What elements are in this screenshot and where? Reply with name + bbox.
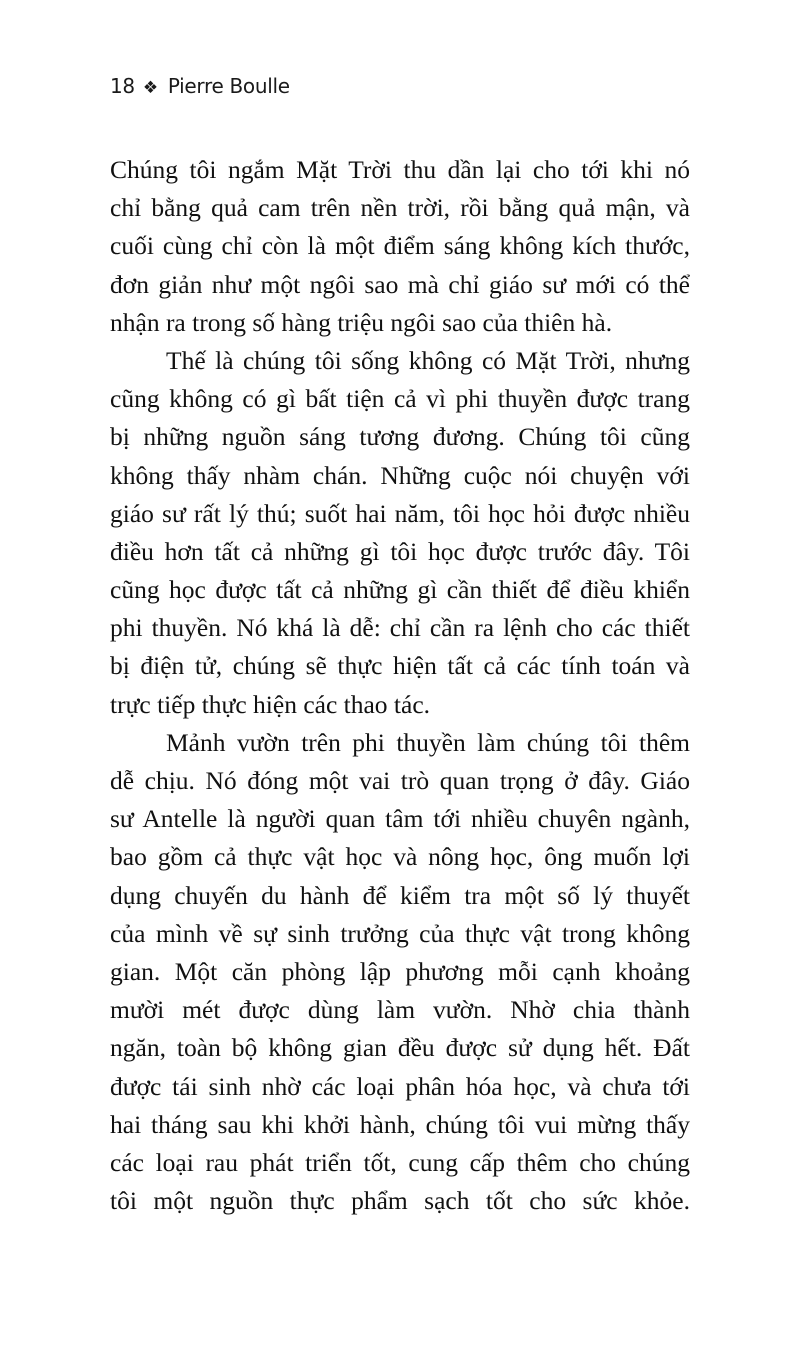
running-header <box>110 74 290 98</box>
text-line: sư Antelle là người quan tâm tới nhiều chuyên ngành, <box>110 804 690 834</box>
text-line: của mình về sự sinh trưởng của thực vật trong không <box>110 918 690 948</box>
text-line: điều hơn tất cả những gì tôi học được trước đây. Tôi <box>110 536 690 566</box>
text-line: hai tháng sau khi khởi hành, chúng tôi vui mừng thấy <box>110 1109 690 1139</box>
paragraph <box>110 151 690 342</box>
text-line: giáo sư rất lý thú; suốt hai năm, tôi học hỏi được nhiều <box>110 498 690 528</box>
text-line: gian. Một căn phòng lập phương mỗi cạnh khoảng <box>110 956 690 986</box>
text-line: dễ chịu. Nó đóng một vai trò quan trọng ở đây. Giáo <box>110 766 690 795</box>
text-line: Mảnh vườn trên phi thuyền làm chúng tôi thêm <box>166 727 690 757</box>
text-line: tôi một nguồn thực phẩm sạch tốt cho sức khỏe. <box>110 1186 690 1216</box>
text-line: chỉ bằng quả cam trên nền trời, rồi bằng quả mận, và <box>110 193 690 223</box>
text-line: các loại rau phát triển tốt, cung cấp thêm cho chúng <box>110 1147 690 1177</box>
text-line: không thấy nhàm chán. Những cuộc nói chuyện với <box>110 460 690 490</box>
text-line: được tái sinh nhờ các loại phân hóa học, và chưa tới <box>110 1071 690 1101</box>
text-line: mười mét được dùng làm vườn. Nhờ chia thành <box>110 995 690 1025</box>
text-line: dụng chuyến du hành để kiểm tra một số lý thuyết <box>110 880 690 910</box>
text-line: bao gồm cả thực vật học và nông học, ông muốn lợi <box>110 842 690 872</box>
text-line: bị những nguồn sáng tương đương. Chúng tôi cũng <box>110 422 690 452</box>
page-number: 18 <box>110 74 135 98</box>
text-line: nhận ra trong số hàng triệu ngôi sao của thiên hà. <box>110 307 613 337</box>
text-line: cuối cùng chỉ còn là một điểm sáng không kích thước, <box>110 231 690 261</box>
paragraph <box>110 342 690 724</box>
text-line: trực tiếp thực hiện các thao tác. <box>110 689 431 719</box>
text-line: ngăn, toàn bộ không gian đều được sử dụng hết. Đất <box>110 1033 690 1063</box>
author-name: Pierre Boulle <box>167 74 290 98</box>
text-line: cũng không có gì bất tiện cả vì phi thuyền được trang <box>110 384 690 414</box>
text-line: Thế là chúng tôi sống không có Mặt Trời, nhưng <box>166 345 690 375</box>
text-line: bị điện tử, chúng sẽ thực hiện tất cả các tính toán và <box>110 651 690 681</box>
page-body-text <box>110 151 690 1220</box>
text-line: phi thuyền. Nó khá là dễ: chỉ cần ra lệnh cho các thiết <box>110 613 690 643</box>
paragraph <box>110 724 690 1220</box>
text-line: đơn giản như một ngôi sao mà chỉ giáo sư mới có thể <box>110 269 690 299</box>
ornament-icon: ❖ <box>142 78 158 98</box>
text-line: Chúng tôi ngắm Mặt Trời thu dần lại cho tới khi nó <box>110 155 690 184</box>
text-line: cũng học được tất cả những gì cần thiết để điều khiển <box>110 575 690 605</box>
